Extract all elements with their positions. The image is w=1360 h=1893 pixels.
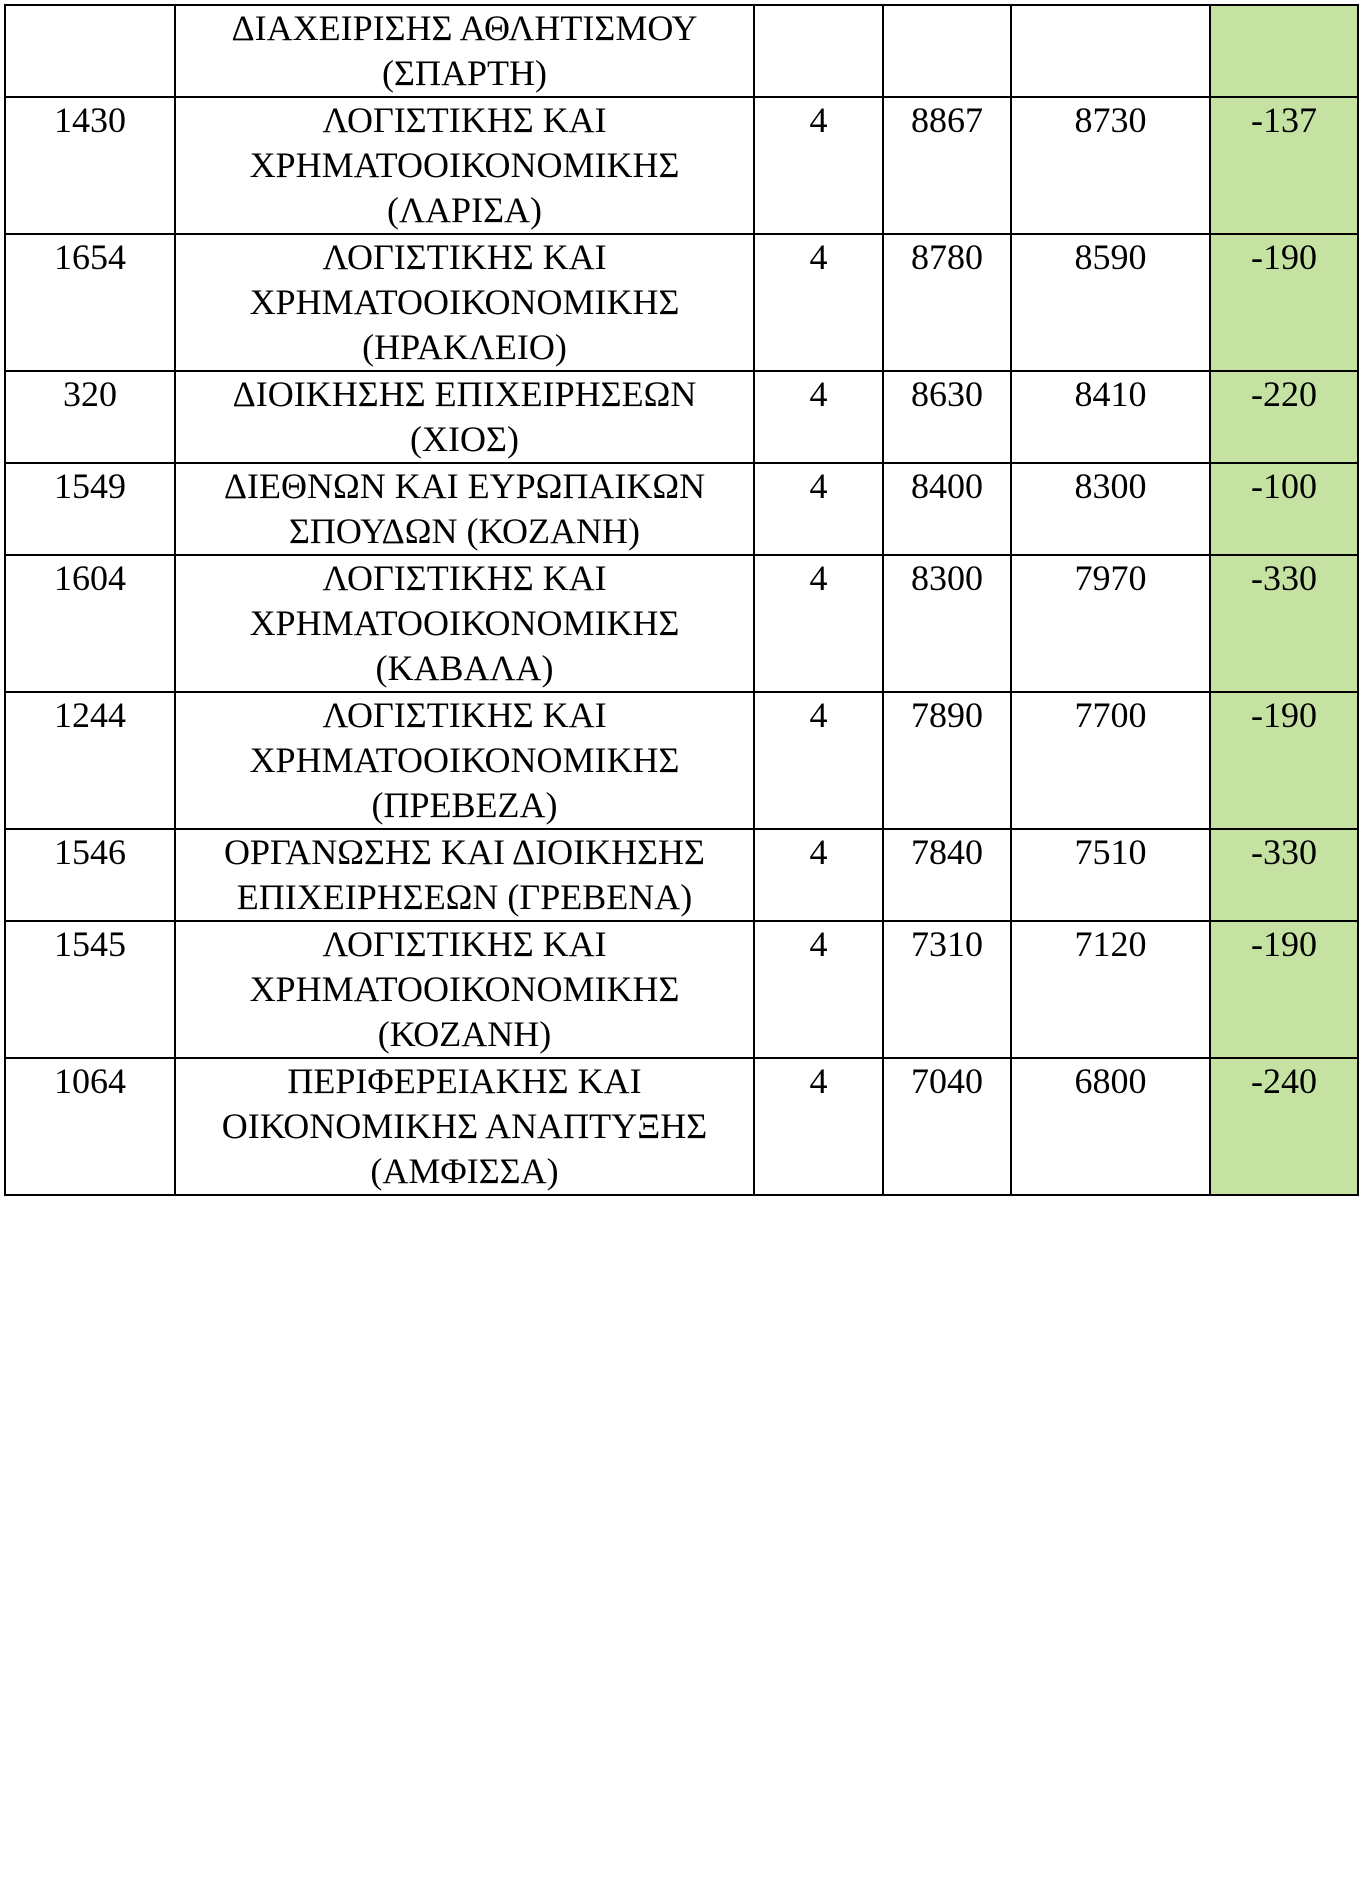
table-row [5,555,1358,692]
previous-score-cell [883,97,1011,234]
study-years-value: 4 [809,466,828,506]
department-name-cell [175,1058,754,1195]
current-score-value: 7120 [1074,924,1147,964]
department-code-cell [5,555,175,692]
previous-score-cell [883,234,1011,371]
table-row [5,829,1358,921]
table-row [5,5,1358,97]
previous-score-cell [883,692,1011,829]
score-difference-cell [1210,463,1358,555]
score-difference-cell [1210,921,1358,1058]
department-name-cell [175,234,754,371]
department-code-value: 1430 [54,100,126,140]
department-code-cell [5,97,175,234]
table-row [5,97,1358,234]
current-score-value: 7970 [1074,558,1147,598]
score-difference-cell [1210,97,1358,234]
department-name-line: ΛΟΓΙΣΤΙΚΗΣ ΚΑΙ [322,237,607,277]
department-name-line: ΣΠΟΥΔΩΝ (ΚΟΖΑΝΗ) [288,511,641,551]
previous-score-cell [883,463,1011,555]
department-code-cell [5,1058,175,1195]
department-name-cell [175,97,754,234]
study-years-cell [754,921,883,1058]
table-row [5,234,1358,371]
score-difference-cell [1210,371,1358,463]
department-name-line: ΛΟΓΙΣΤΙΚΗΣ ΚΑΙ [322,924,607,964]
current-score-value: 8300 [1074,466,1147,506]
department-name-line: ΔΙΟΙΚΗΣΗΣ ΕΠΙΧΕΙΡΗΣΕΩΝ [232,374,697,414]
current-score-cell [1011,555,1210,692]
department-name-line: (ΛΑΡΙΣΑ) [386,190,543,230]
department-name-line: (ΣΠΑΡΤΗ) [382,53,547,93]
department-name-line: ΠΕΡΙΦΕΡΕΙΑΚΗΣ ΚΑΙ [287,1061,642,1101]
department-name-line: ΕΠΙΧΕΙΡΗΣΕΩΝ (ΓΡΕΒΕΝΑ) [236,877,693,917]
table-row [5,692,1358,829]
current-score-cell [1011,463,1210,555]
previous-score-value: 8780 [911,237,983,277]
score-difference-value: -190 [1251,237,1317,277]
score-difference-value: -137 [1251,100,1317,140]
department-code-cell [5,371,175,463]
study-years-cell [754,463,883,555]
previous-score-cell [883,921,1011,1058]
department-name-line: ΧΡΗΜΑΤΟΟΙΚΟΝΟΜΙΚΗΣ [249,969,680,1009]
department-name-cell [175,829,754,921]
department-name-line: (ΚΑΒΑΛΑ) [375,648,554,688]
current-score-cell [1011,5,1210,97]
department-code-cell [5,692,175,829]
department-code-value: 1064 [54,1061,126,1101]
table-row [5,1058,1358,1195]
department-name-cell [175,5,754,97]
score-difference-value: -190 [1251,924,1317,964]
department-code-value: 1244 [54,695,126,735]
department-name-line: ΧΡΗΜΑΤΟΟΙΚΟΝΟΜΙΚΗΣ [249,740,680,780]
study-years-cell [754,5,883,97]
study-years-cell [754,555,883,692]
previous-score-cell [883,5,1011,97]
score-difference-value: -190 [1251,695,1317,735]
score-difference-value: -220 [1251,374,1317,414]
previous-score-value: 8867 [911,100,983,140]
department-name-line: (ΗΡΑΚΛΕΙΟ) [362,327,567,367]
department-name-line: (ΑΜΦΙΣΣΑ) [370,1151,559,1191]
current-score-value: 7700 [1074,695,1147,735]
department-name-line: ΛΟΓΙΣΤΙΚΗΣ ΚΑΙ [322,695,607,735]
department-name-line: ΔΙΑΧΕΙΡΙΣΗΣ ΑΘΛΗΤΙΣΜΟΥ [231,8,698,48]
department-code-value: 1604 [54,558,126,598]
study-years-cell [754,234,883,371]
study-years-value: 4 [809,924,828,964]
table-body [5,5,1358,1195]
score-difference-value: -330 [1251,832,1317,872]
previous-score-value: 8400 [911,466,983,506]
previous-score-value: 7310 [911,924,983,964]
score-difference-cell [1210,5,1358,97]
department-name-line: ΟΡΓΑΝΩΣΗΣ ΚΑΙ ΔΙΟΙΚΗΣΗΣ [224,832,705,872]
department-name-line: ΧΡΗΜΑΤΟΟΙΚΟΝΟΜΙΚΗΣ [249,603,680,643]
previous-score-value: 7890 [911,695,983,735]
department-code-value: 1654 [54,237,126,277]
department-name-line: ΔΙΕΘΝΩΝ ΚΑΙ ΕΥΡΩΠΑΙΚΩΝ [223,466,706,506]
study-years-value: 4 [809,558,828,598]
previous-score-cell [883,1058,1011,1195]
score-difference-cell [1210,692,1358,829]
previous-score-cell [883,829,1011,921]
previous-score-cell [883,555,1011,692]
department-code-value: 320 [63,374,117,414]
current-score-value: 8590 [1074,237,1147,277]
study-years-cell [754,97,883,234]
study-years-value: 4 [809,1061,828,1101]
department-name-line: (ΠΡΕΒΕΖΑ) [371,785,558,825]
department-name-line: ΛΟΓΙΣΤΙΚΗΣ ΚΑΙ [322,558,607,598]
department-code-value: 1545 [54,924,126,964]
department-name-line: (ΚΟΖΑΝΗ) [377,1014,552,1054]
study-years-cell [754,829,883,921]
study-years-value: 4 [809,374,828,414]
department-code-value: 1546 [54,832,126,872]
current-score-cell [1011,829,1210,921]
current-score-cell [1011,921,1210,1058]
score-difference-value: -330 [1251,558,1317,598]
score-difference-cell [1210,1058,1358,1195]
previous-score-value: 7040 [911,1061,983,1101]
current-score-cell [1011,234,1210,371]
current-score-value: 6800 [1074,1061,1147,1101]
department-code-value: 1549 [54,466,126,506]
study-years-cell [754,371,883,463]
current-score-cell [1011,692,1210,829]
department-name-cell [175,371,754,463]
department-code-cell [5,921,175,1058]
department-code-cell [5,463,175,555]
department-name-line: ΛΟΓΙΣΤΙΚΗΣ ΚΑΙ [322,100,607,140]
study-years-cell [754,692,883,829]
previous-score-value: 8300 [911,558,983,598]
department-code-cell [5,829,175,921]
department-name-cell [175,555,754,692]
department-name-line: ΟΙΚΟΝΟΜΙΚΗΣ ΑΝΑΠΤΥΞΗΣ [221,1106,708,1146]
score-difference-cell [1210,829,1358,921]
study-years-value: 4 [809,237,828,277]
department-code-cell [5,5,175,97]
department-name-line: ΧΡΗΜΑΤΟΟΙΚΟΝΟΜΙΚΗΣ [249,145,680,185]
results-table [4,4,1359,1196]
study-years-value: 4 [809,100,828,140]
table-row [5,921,1358,1058]
department-name-cell [175,921,754,1058]
department-name-line: ΧΡΗΜΑΤΟΟΙΚΟΝΟΜΙΚΗΣ [249,282,680,322]
current-score-cell [1011,1058,1210,1195]
results-table-wrapper [4,4,1359,1196]
score-difference-cell [1210,234,1358,371]
current-score-cell [1011,97,1210,234]
department-name-cell [175,463,754,555]
score-difference-cell [1210,555,1358,692]
score-difference-value: -100 [1251,466,1317,506]
previous-score-value: 7840 [911,832,983,872]
table-row [5,371,1358,463]
score-difference-value: -240 [1251,1061,1317,1101]
table-row [5,463,1358,555]
previous-score-value: 8630 [911,374,983,414]
department-name-cell [175,692,754,829]
study-years-cell [754,1058,883,1195]
study-years-value: 4 [809,832,828,872]
current-score-cell [1011,371,1210,463]
current-score-value: 8410 [1074,374,1147,414]
previous-score-cell [883,371,1011,463]
department-name-line: (ΧΙΟΣ) [410,419,519,459]
current-score-value: 8730 [1074,100,1147,140]
current-score-value: 7510 [1074,832,1147,872]
study-years-value: 4 [809,695,828,735]
department-code-cell [5,234,175,371]
